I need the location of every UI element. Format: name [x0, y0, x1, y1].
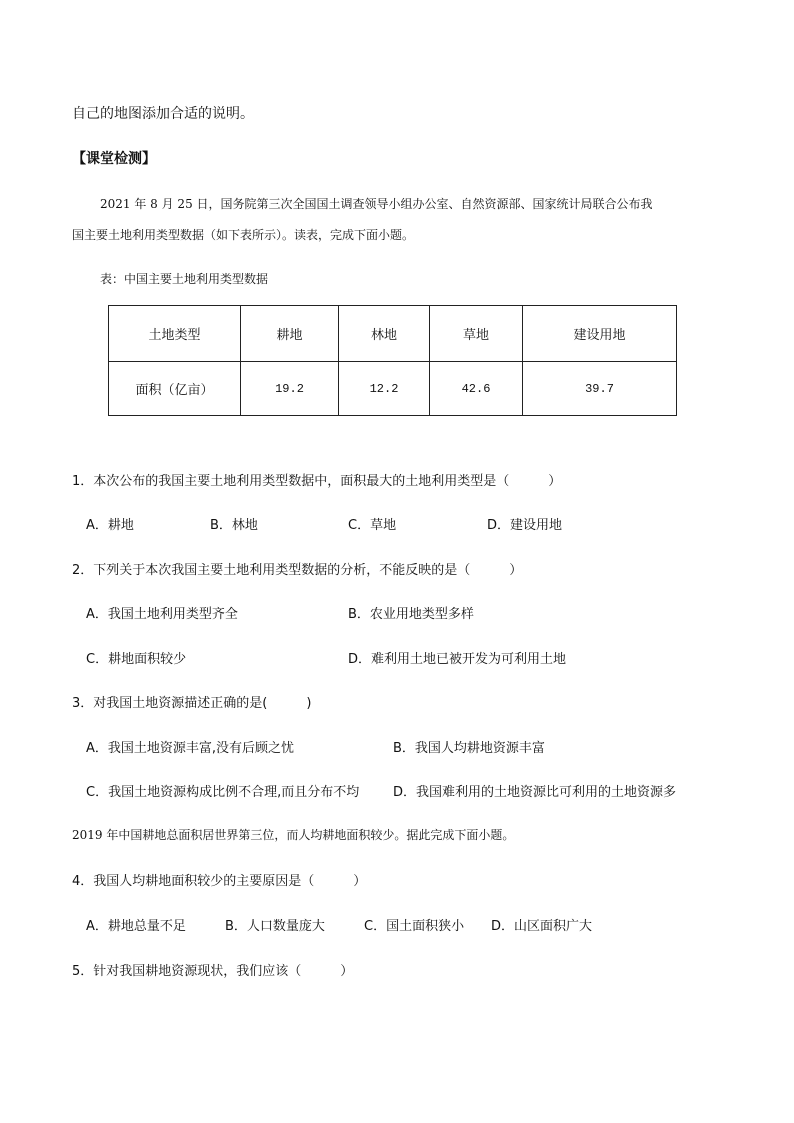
question-1-stem: 1．本次公布的我国主要土地利用类型数据中，面积最大的土地利用类型是（ ） — [72, 474, 562, 489]
table-cell: 42.6 — [430, 362, 523, 416]
question-1-option-b[interactable]: B．林地 — [210, 518, 258, 533]
question-1-option-d[interactable]: D．建设用地 — [487, 518, 563, 533]
question-5-stem: 5．针对我国耕地资源现状，我们应该（ ） — [72, 964, 354, 979]
question-2-option-b[interactable]: B．农业用地类型多样 — [348, 607, 474, 622]
passage2: 2019 年中国耕地总面积居世界第三位，而人均耕地面积较少。据此完成下面小题。 — [72, 828, 515, 842]
section-title: 【课堂检测】 — [72, 151, 156, 167]
question-4-option-b[interactable]: B．人口数量庞大 — [225, 919, 325, 934]
table-header-cell: 耕地 — [241, 306, 339, 362]
question-3-option-c[interactable]: C．我国土地资源构成比例不合理,而且分布不均 — [86, 785, 360, 800]
table-row-label: 面积（亿亩） — [109, 362, 241, 416]
table-header-cell: 林地 — [339, 306, 430, 362]
table-cell: 19.2 — [241, 362, 339, 416]
table-header-cell: 建设用地 — [523, 306, 677, 362]
question-4-stem: 4．我国人均耕地面积较少的主要原因是（ ） — [72, 874, 367, 889]
question-4-option-d[interactable]: D．山区面积广大 — [491, 919, 593, 934]
question-4-option-a[interactable]: A．耕地总量不足 — [86, 919, 186, 934]
question-2-option-d[interactable]: D．难利用土地已被开发为可利用土地 — [348, 652, 567, 667]
table-header-cell: 土地类型 — [109, 306, 241, 362]
table-cell: 39.7 — [523, 362, 677, 416]
table-caption: 表：中国主要土地利用类型数据 — [100, 272, 269, 286]
intro-line: 自己的地图添加合适的说明。 — [72, 106, 254, 122]
question-2-stem: 2．下列关于本次我国主要土地利用类型数据的分析，不能反映的是（ ） — [72, 563, 523, 578]
question-1-option-c[interactable]: C．草地 — [348, 518, 397, 533]
table-cell: 12.2 — [339, 362, 430, 416]
passage1-line1: 2021 年 8 月 25 日，国务院第三次全国国土调查领导小组办公室、自然资源部、国家统计局联合公布我 — [100, 197, 653, 211]
table-row — [109, 362, 677, 416]
question-3-option-b[interactable]: B．我国人均耕地资源丰富 — [393, 741, 545, 756]
table-header-row — [109, 306, 677, 362]
question-2-option-a[interactable]: A．我国土地利用类型齐全 — [86, 607, 238, 622]
question-1-option-a[interactable]: A．耕地 — [86, 518, 134, 533]
question-3-option-a[interactable]: A．我国土地资源丰富,没有后顾之忧 — [86, 741, 295, 756]
land-use-table — [108, 305, 677, 416]
question-3-stem: 3．对我国土地资源描述正确的是( ) — [72, 696, 312, 711]
passage1-line2: 国主要土地利用类型数据（如下表所示）。读表，完成下面小题。 — [72, 228, 415, 242]
question-4-option-c[interactable]: C．国土面积狭小 — [364, 919, 465, 934]
question-2-option-c[interactable]: C．耕地面积较少 — [86, 652, 187, 667]
table-header-cell: 草地 — [430, 306, 523, 362]
question-3-option-d[interactable]: D．我国难利用的土地资源比可利用的土地资源多 — [393, 785, 677, 800]
